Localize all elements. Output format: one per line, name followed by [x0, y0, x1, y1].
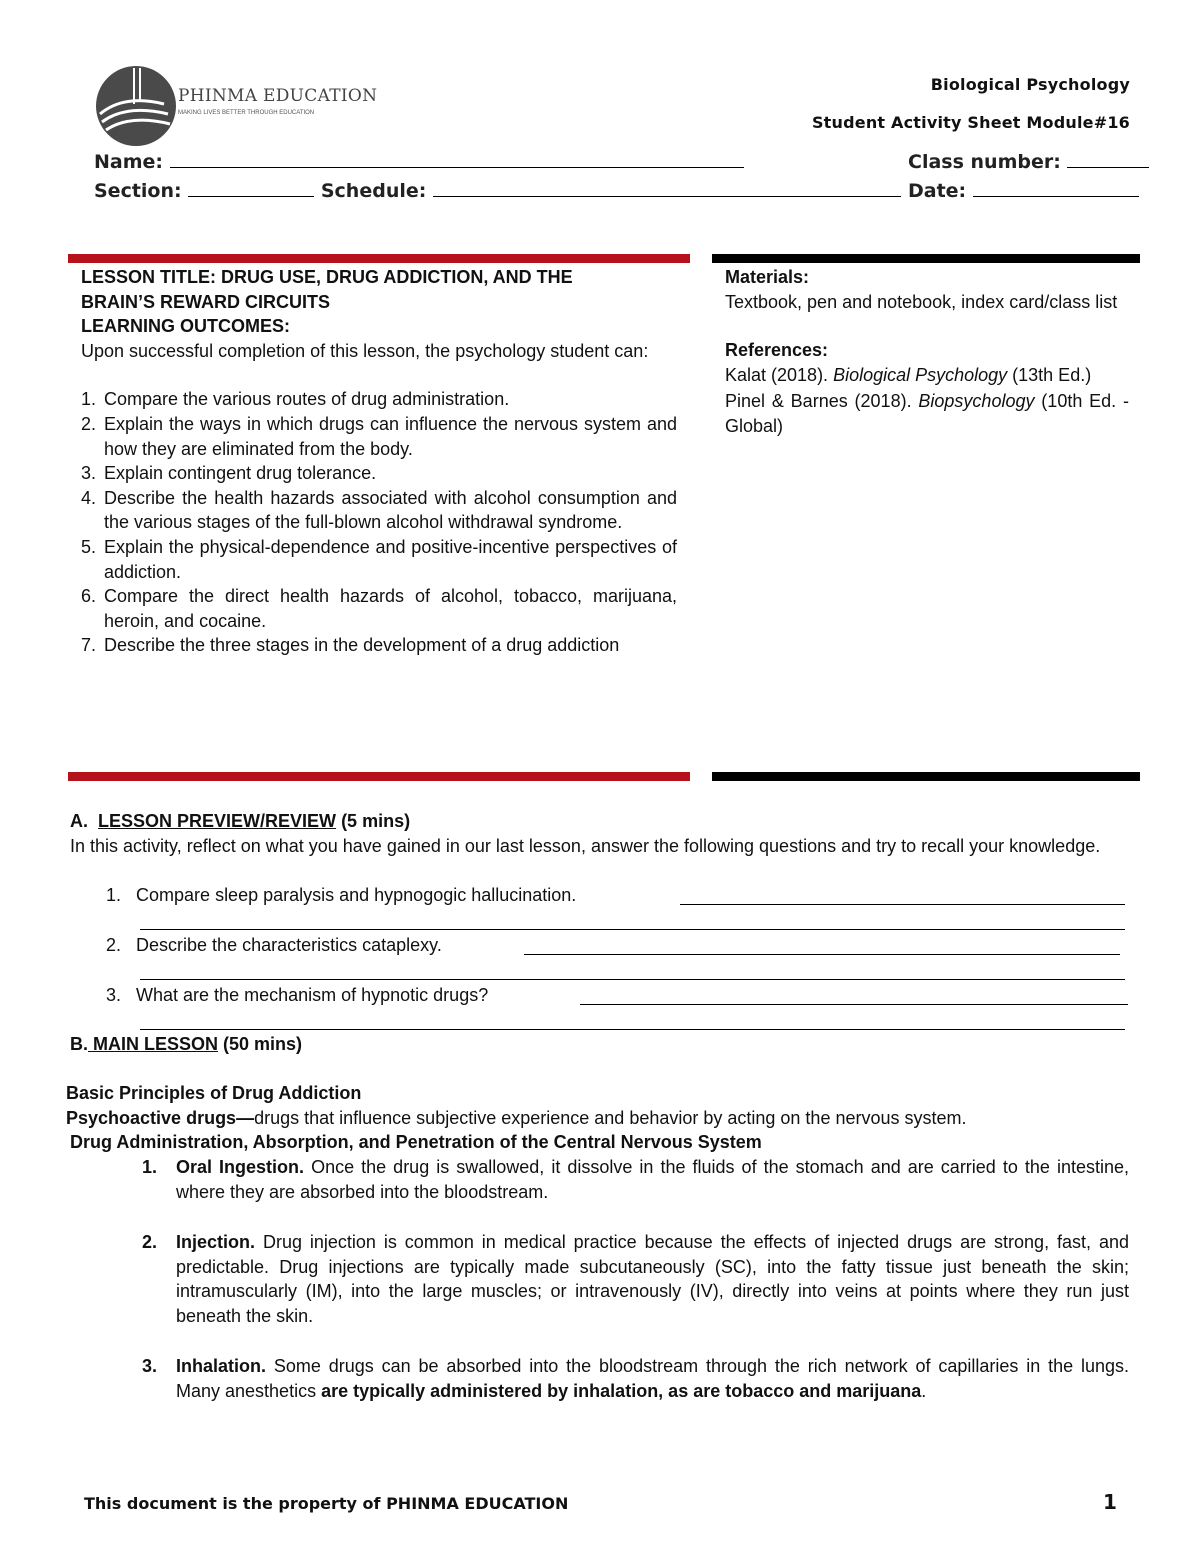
- course-title: Biological Psychology: [930, 75, 1130, 94]
- lesson-title-line1: LESSON TITLE: DRUG USE, DRUG ADDICTION, AND THE: [81, 267, 573, 287]
- list-item: 4. Describe the health hazards associated with alcohol consumption and the various stages of the full-blown alcohol withdrawal syndrome.: [81, 487, 677, 533]
- materials-text: Textbook, pen and notebook, index card/class list: [725, 291, 1118, 312]
- date-row: [908, 178, 1139, 202]
- list-item: 1. Compare the various routes of drug administration.: [81, 389, 510, 410]
- answer-1-line-1[interactable]: [680, 904, 1125, 905]
- section-row: [94, 178, 901, 202]
- answer-3-line-2[interactable]: [140, 1029, 1125, 1030]
- lesson-title: [81, 265, 677, 314]
- name-row: [94, 149, 744, 173]
- routes-heading: Drug Administration, Absorption, and Penetration of the Central Nervous System: [70, 1132, 762, 1152]
- logo-name: PHINMA EDUCATION: [178, 86, 378, 106]
- list-item: 5. Explain the physical-dependence and positive-incentive perspectives of addiction.: [81, 536, 677, 582]
- page-number: 1: [1103, 1490, 1117, 1514]
- materials-heading: Materials:: [725, 267, 810, 287]
- lesson-bottom-bar: [68, 772, 690, 781]
- lesson-box: [81, 265, 677, 658]
- question-3: 3. What are the mechanism of hypnotic drugs?: [106, 985, 489, 1005]
- date-label: Date:: [908, 180, 967, 202]
- section-a-intro: In this activity, reflect on what you have gained in our last lesson, answer the following questions and try to recall your knowledge.: [70, 836, 1101, 856]
- section-a-heading: A. LESSON PREVIEW/REVIEW (5 mins): [70, 811, 411, 831]
- materials-top-bar: [712, 254, 1140, 263]
- schedule-label: Schedule:: [320, 180, 427, 202]
- materials-box: [725, 265, 1129, 439]
- lesson-title-line2: BRAIN’S REWARD CIRCUITS: [81, 291, 331, 312]
- question-1: 1. Compare sleep paralysis and hypnogogic hallucination.: [106, 885, 577, 905]
- schedule-input[interactable]: [433, 178, 901, 197]
- question-2: 2. Describe the characteristics cataplexy.: [106, 935, 442, 955]
- list-item: 7. Describe the three stages in the development of a drug addiction: [81, 635, 620, 656]
- logo-tagline: MAKING LIVES BETTER THROUGH EDUCATION: [178, 110, 315, 116]
- class-number-input[interactable]: [1067, 149, 1149, 168]
- answer-2-line-1[interactable]: [524, 954, 1120, 955]
- reference-1: Kalat (2018). Biological Psychology (13th Ed.): [725, 364, 1092, 385]
- phinma-logo-icon: [94, 64, 178, 148]
- date-input[interactable]: [973, 178, 1139, 197]
- name-input[interactable]: [170, 149, 744, 168]
- sheet-title: Student Activity Sheet Module#16: [811, 113, 1130, 132]
- section-b-heading: B. MAIN LESSON (50 mins): [70, 1034, 303, 1054]
- lesson-top-bar: [68, 254, 690, 263]
- section-input[interactable]: [188, 178, 314, 197]
- list-item: 6. Compare the direct health hazards of alcohol, tobacco, marijuana, heroin, and cocaine.: [81, 586, 677, 631]
- outcomes-intro: Upon successful completion of this lesson, the psychology student can:: [81, 340, 649, 361]
- name-label: Name:: [94, 151, 164, 173]
- section-label: Section:: [94, 180, 182, 202]
- footer-property: This document is the property of PHINMA EDUCATION: [84, 1494, 569, 1513]
- class-number-label: Class number:: [908, 151, 1061, 173]
- route-2: 2. Injection. Drug injection is common in medical practice because the effects of injected drugs are strong, fast, and predictable. Drug injections are typically made subcutaneously (SC), into the fatty tissue just beneath the skin; intramuscularly (IM), into the large muscles; or intravenously (IV), directly into veins at points where they run just beneath the skin.: [142, 1232, 1129, 1326]
- outcomes-heading: LEARNING OUTCOMES:: [81, 316, 290, 337]
- reference-2: Pinel & Barnes (2018). Biopsychology (10th Ed. - Global): [725, 391, 1129, 436]
- route-3: 3. Inhalation. Some drugs can be absorbed into the bloodstream through the rich network of capillaries in the lungs. Many anesthetics are typically administered by inhalation, as are tobacco and marijuana.: [142, 1356, 1129, 1401]
- class-number-row: [908, 149, 1149, 173]
- outcomes-list: [33, 387, 677, 658]
- answer-2-line-2[interactable]: [140, 979, 1125, 980]
- answer-1-line-2[interactable]: [140, 929, 1125, 930]
- route-1: 1. Oral Ingestion. Once the drug is swallowed, it dissolve in the fluids of the stomach and are carried to the intestine, where they are absorbed into the bloodstream.: [142, 1157, 1129, 1202]
- psychoactive-definition: Psychoactive drugs—drugs that influence subjective experience and behavior by acting on the nervous system.: [66, 1108, 967, 1128]
- references-heading: References:: [725, 340, 829, 361]
- list-item: 3. Explain contingent drug tolerance.: [81, 463, 377, 484]
- list-item: 2. Explain the ways in which drugs can influence the nervous system and how they are eliminated from the body.: [81, 413, 677, 459]
- answer-3-line-1[interactable]: [580, 1004, 1128, 1005]
- section-b-subheading: Basic Principles of Drug Addiction: [66, 1083, 362, 1103]
- materials-bottom-bar: [712, 772, 1140, 781]
- logo: [94, 64, 378, 148]
